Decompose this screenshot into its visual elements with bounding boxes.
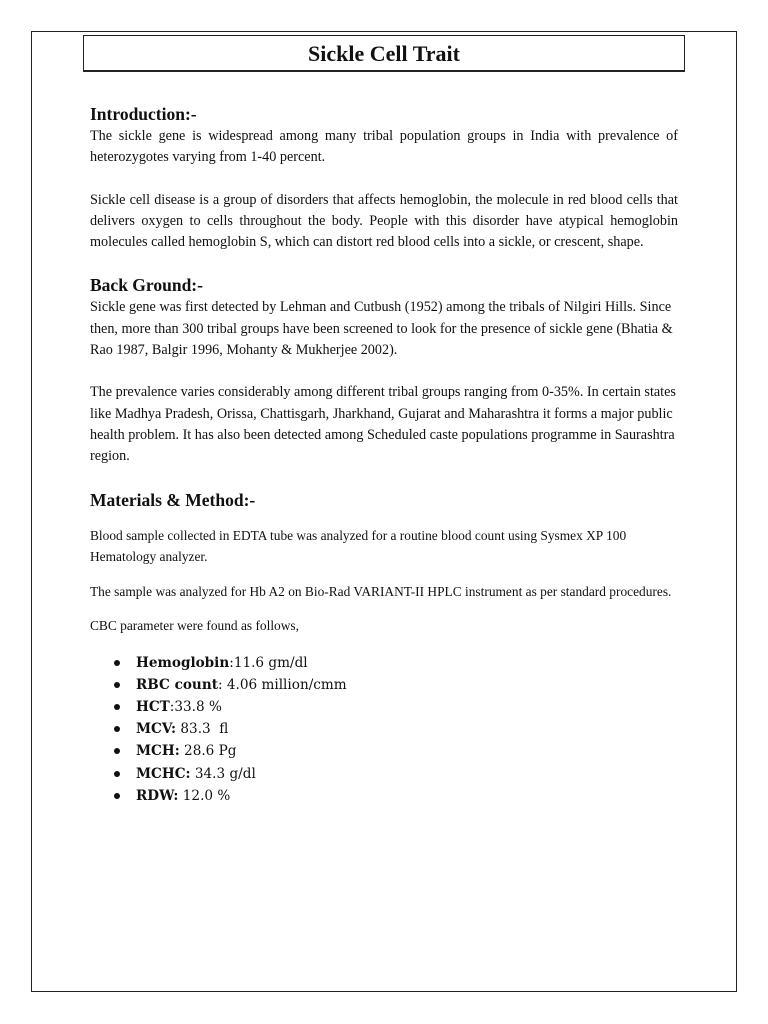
cbc-label: MCV: [136,721,177,738]
background-paragraph-1: Sickle gene was first detected by Lehman and Cutbush (1952) among the tribals of Nilgiri Hills. Since then, more than 300 tribal groups have been screened to look for the presence of sickle gene (Bhatia & Rao 1987, Balgir 1996, Mohanty & Mukherjee 2002). [90,299,673,359]
cbc-label: HCT [136,698,170,715]
background-heading: Back Ground:- [90,275,203,296]
materials-paragraph-1: Blood sample collected in EDTA tube was analyzed for a routine blood count using Sysmex XP 100 Hematology analyzer. [90,527,627,565]
cbc-value: :11.6 gm/dl [229,654,308,671]
materials-paragraph-2: The sample was analyzed for Hb A2 on Bio-Rad VARIANT-II HPLC instrument as per standard procedures. [90,583,672,599]
cbc-label: MCHC: [136,765,191,782]
title-box [83,35,685,72]
cbc-label: Hemoglobin [136,654,230,671]
cbc-value: 83.3 fl [176,721,229,738]
introduction-paragraph-1: The sickle gene is widespread among many tribal population groups in India with prevalence of heterozygotes varying from 1-40 percent. [90,128,678,166]
bullet-icon [114,726,120,732]
bullet-icon [114,793,120,799]
cbc-list [90,652,678,807]
background-paragraph-2: The prevalence varies considerably among different tribal groups ranging from 0-35%. In certain states like Madhya Pradesh, Orissa, Chattisgarh, Jharkhand, Gujarat and Maharashtra it forms a major public health problem. It has also been detected among Scheduled caste populations programme in Saurashtra region. [90,384,676,465]
cbc-item-mchc [90,763,678,785]
cbc-item-rdw [90,785,678,807]
document-title: Sickle Cell Trait [308,41,460,66]
cbc-item-hemoglobin [90,652,678,674]
cbc-item-mch [90,740,678,762]
cbc-value: 12.0 % [178,787,231,804]
document-body [90,102,678,807]
cbc-intro: CBC parameter were found as follows, [90,618,299,634]
cbc-item-hct [90,696,678,718]
cbc-value: 28.6 Pg [179,743,237,760]
cbc-label: MCH: [136,743,180,760]
bullet-icon [114,771,120,777]
cbc-item-mcv [90,718,678,740]
cbc-value: : 4.06 million/cmm [217,676,347,693]
introduction-paragraph-2: Sickle cell disease is a group of disorders that affects hemoglobin, the molecule in red blood cells that delivers oxygen to cells throughout the body. People with this disorder have atypical hemoglobin molecules called hemoglobin S, which can distort red blood cells into a sickle, or crescent, shape. [90,191,678,251]
cbc-item-rbc-count [90,674,678,696]
bullet-icon [114,748,120,754]
cbc-value: 34.3 g/dl [190,765,256,782]
bullet-icon [114,682,120,688]
bullet-icon [114,660,120,666]
cbc-label: RBC count [136,676,218,693]
cbc-value: :33.8 % [169,698,222,715]
introduction-heading: Introduction:- [90,104,197,124]
materials-heading: Materials & Method:- [90,489,256,510]
bullet-icon [114,704,120,710]
cbc-label: RDW: [136,787,179,804]
